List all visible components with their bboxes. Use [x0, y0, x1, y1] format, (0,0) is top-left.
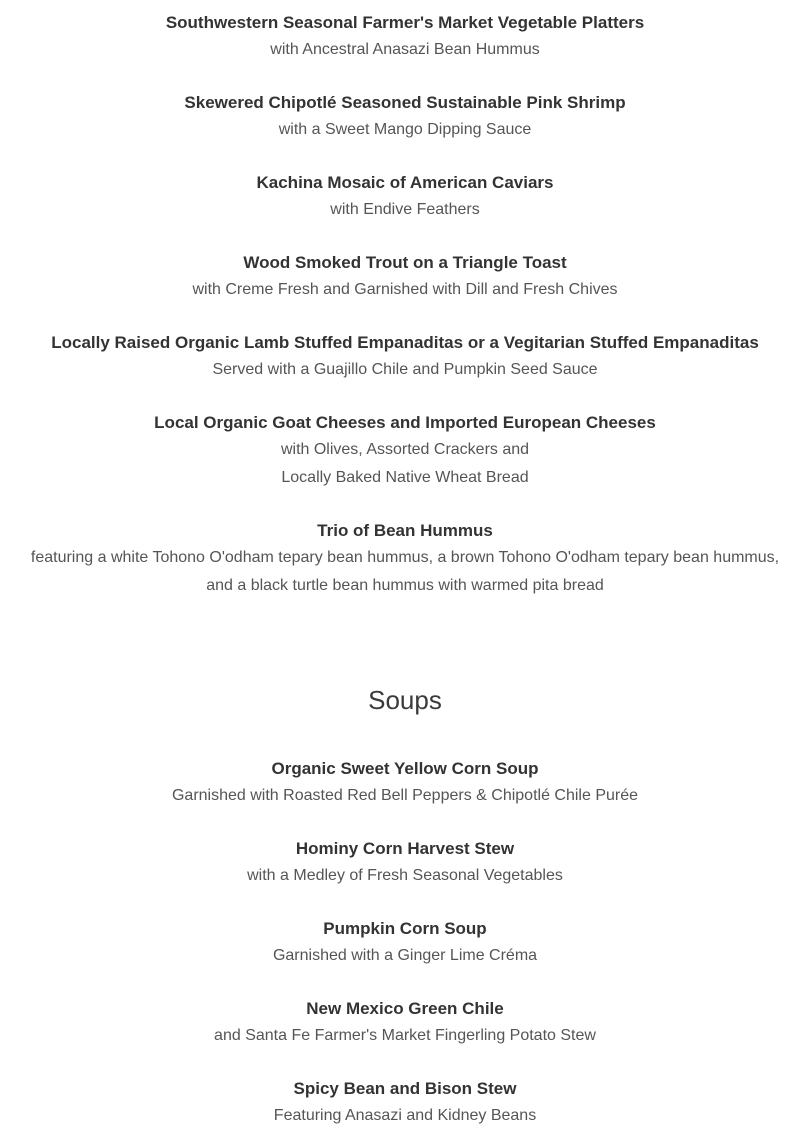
menu-item — [30, 1076, 780, 1130]
appetizers-section — [30, 10, 780, 600]
soups-section — [30, 683, 780, 1130]
menu-item-name: Skewered Chipotlé Seasoned Sustainable Pink Shrimp — [184, 93, 626, 112]
menu-item-name: Southwestern Seasonal Farmer's Market Vegetable Platters — [165, 13, 645, 32]
menu-item-description: Garnished with Roasted Red Bell Peppers & Chipotlé Chile Purée — [171, 787, 639, 804]
menu-item-description: with Creme Fresh and Garnished with Dill and Fresh Chives — [192, 281, 618, 298]
menu-item-name: Kachina Mosaic of American Caviars — [256, 173, 554, 192]
menu-item-description: with Endive Feathers — [330, 201, 480, 218]
menu-item-description: with a Medley of Fresh Seasonal Vegetables — [247, 867, 563, 884]
menu-item — [30, 996, 780, 1050]
menu-item-name: New Mexico Green Chile — [306, 999, 504, 1018]
menu-item-name: Wood Smoked Trout on a Triangle Toast — [243, 253, 567, 272]
menu-item-description: Served with a Guajillo Chile and Pumpkin Seed Sauce — [212, 361, 598, 378]
menu-item-description: featuring a white Tohono O'odham tepary bean hummus, a brown Tohono O'odham tepary bean hummus, and a black turtle bean hummus with warmed pita bread — [30, 549, 780, 594]
menu-item-name: Spicy Bean and Bison Stew — [293, 1079, 517, 1098]
menu-item-description: with Ancestral Anasazi Bean Hummus — [270, 41, 540, 58]
menu-item-description: with Olives, Assorted Crackers and — [280, 441, 530, 458]
menu-item-description: Locally Baked Native Wheat Bread — [281, 469, 529, 486]
menu-item-name: Organic Sweet Yellow Corn Soup — [271, 759, 539, 778]
menu-item-description: with a Sweet Mango Dipping Sauce — [278, 121, 532, 138]
menu-item — [30, 756, 780, 810]
menu-item-name: Local Organic Goat Cheeses and Imported European Cheeses — [154, 413, 656, 432]
menu-item — [30, 518, 780, 600]
menu-item-name: Locally Raised Organic Lamb Stuffed Empanaditas or a Vegitarian Stuffed Empanaditas — [51, 333, 759, 352]
menu-item-description: Garnished with a Ginger Lime Créma — [272, 947, 538, 964]
menu-item — [30, 10, 780, 64]
menu-item — [30, 330, 780, 384]
menu-item — [30, 916, 780, 970]
menu-item — [30, 836, 780, 890]
menu-item — [30, 90, 780, 144]
menu-item-name: Trio of Bean Hummus — [317, 521, 493, 540]
menu-item-name: Hominy Corn Harvest Stew — [295, 839, 515, 858]
soups-heading: Soups — [368, 685, 442, 715]
menu-item — [30, 170, 780, 224]
menu-item — [30, 250, 780, 304]
menu-item-description: Featuring Anasazi and Kidney Beans — [273, 1107, 537, 1124]
menu-item-name: Pumpkin Corn Soup — [323, 919, 487, 938]
menu-item — [30, 410, 780, 492]
menu-item-description: and Santa Fe Farmer's Market Fingerling Potato Stew — [214, 1027, 596, 1044]
